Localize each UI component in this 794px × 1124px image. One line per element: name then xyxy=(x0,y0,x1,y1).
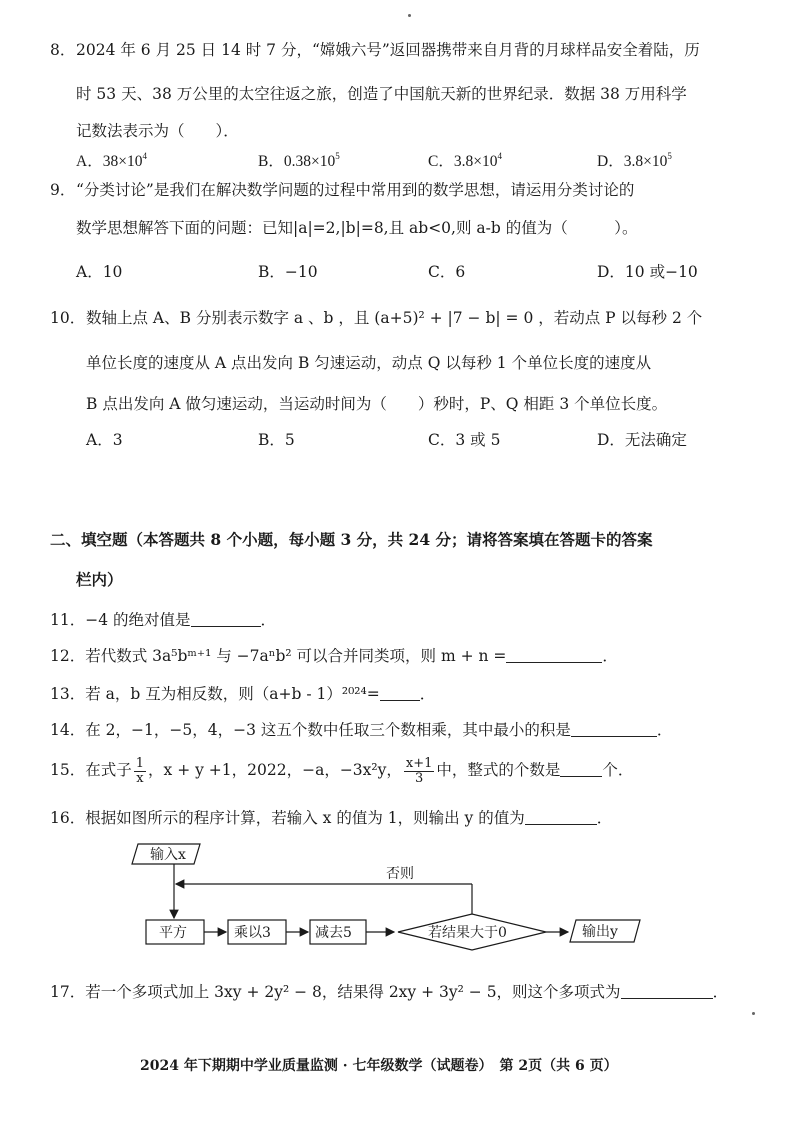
q13: 13．若 a，b 互为相反数，则（a+b - 1）²⁰²⁴= ． xyxy=(50,685,436,703)
q9-line2: 数学思想解答下面的问题：已知|a|=2,|b|=8,且 ab<0,则 a-b 的值为（ ）。 xyxy=(76,219,638,237)
q9-line1: “分类讨论”是我们在解决数学问题的过程中常用到的数学思想，请运用分类讨论的 xyxy=(76,181,635,199)
answer-blank[interactable] xyxy=(506,648,602,663)
q8-option-d: D．$3.8\times 10^5$ xyxy=(597,151,672,170)
fraction-1-over-x: $\frac{1}{x}$ xyxy=(135,755,145,786)
multiply-label: 乘以3 xyxy=(234,925,271,941)
q9-number: 9． xyxy=(50,181,76,199)
q8-option-c: C．$3.8\times 10^4$ xyxy=(428,151,502,170)
q9-option-a: A．10 xyxy=(76,263,123,281)
q8-line3: 记数法表示为（ ）． xyxy=(76,122,239,140)
fraction-x-plus-1-over-3: $\frac{x+1}{3}$ xyxy=(405,755,433,786)
answer-blank[interactable] xyxy=(525,810,597,825)
answer-blank[interactable] xyxy=(621,984,713,999)
page-footer: 2024 年下期期中学业质量监测 · 七年级数学（试题卷） 第 2页（共 6 页） xyxy=(140,1058,618,1074)
q10-option-c: C．3 或 5 xyxy=(428,431,501,449)
q14: 14．在 2，−1，−5，4，−3 这五个数中任取三个数相乘，其中最小的积是 ． xyxy=(50,721,673,739)
q10-line1: 数轴上点 A、B 分别表示数字 a 、b ，且 (a+5)² + |7 − b| = 0 ，若动点 P 以每秒 2 个 xyxy=(86,309,703,327)
input-label: 输入x xyxy=(150,847,186,863)
scan-speck xyxy=(752,1012,755,1015)
q10-option-d: D．无法确定 xyxy=(597,431,687,449)
decision-label: 若结果大于0 xyxy=(428,925,507,941)
q9-option-c: C．6 xyxy=(428,263,466,281)
q8-line2: 时 53 天、38 万公里的太空往返之旅，创造了中国航天新的世界纪录．数据 38 万用科学 xyxy=(76,85,687,103)
q8-option-a: A．$38\times 10^4$ xyxy=(76,151,147,170)
q9-option-b: B．−10 xyxy=(258,263,318,281)
q12: 12．若代数式 3a⁵bᵐ⁺¹ 与 −7aⁿb² 可以合并同类项，则 m + n = ． xyxy=(50,647,618,665)
answer-blank[interactable] xyxy=(380,686,420,701)
answer-blank[interactable] xyxy=(571,722,657,737)
q10-number: 10． xyxy=(50,309,86,327)
q10-option-b: B．5 xyxy=(258,431,295,449)
q9-option-d: D．10 或−10 xyxy=(597,263,698,281)
answer-blank[interactable] xyxy=(191,612,261,627)
q15: 15．在式子 $\frac{1}{x}$ ，x + y +1，2022，−a，−3x²y， $\frac{x+1}{3}$ 中，整式的个数是 个． xyxy=(50,755,634,786)
answer-blank[interactable] xyxy=(560,762,602,777)
q10-option-a: A．3 xyxy=(86,431,123,449)
q8-number: 8． xyxy=(50,41,76,59)
q11: 11．−4 的绝对值是 ． xyxy=(50,611,277,629)
subtract-label: 减去5 xyxy=(315,925,352,941)
square-label: 平方 xyxy=(159,925,187,941)
q17: 17．若一个多项式加上 3xy + 2y² − 8，结果得 2xy + 3y² − 5，则这个多项式为 ． xyxy=(50,983,729,1001)
program-flowchart xyxy=(128,838,648,956)
q10-line2: 单位长度的速度从 A 点出发向 B 匀速运动，动点 Q 以每秒 1 个单位长度的速度从 xyxy=(86,354,652,372)
loop-label: 否则 xyxy=(386,866,414,882)
section2-heading-cont: 栏内） xyxy=(76,570,123,589)
q8-option-b: B．$0.38\times 10^5$ xyxy=(258,151,340,170)
output-label: 输出y xyxy=(582,924,618,940)
q10-line3: B 点出发向 A 做匀速运动，当运动时间为（ ）秒时，P、Q 相距 3 个单位长度。 xyxy=(86,395,668,413)
q16: 16．根据如图所示的程序计算，若输入 x 的值为 1，则输出 y 的值为 ． xyxy=(50,809,613,827)
scan-speck xyxy=(408,14,411,17)
section2-heading: 二、填空题（本答题共 8 个小题，每小题 3 分，共 24 分；请将答案填在答题卡的答案 xyxy=(50,530,653,549)
q8-line1: 2024 年 6 月 25 日 14 时 7 分，“嫦娥六号”返回器携带来自月背的月球样品安全着陆，历 xyxy=(76,41,700,59)
